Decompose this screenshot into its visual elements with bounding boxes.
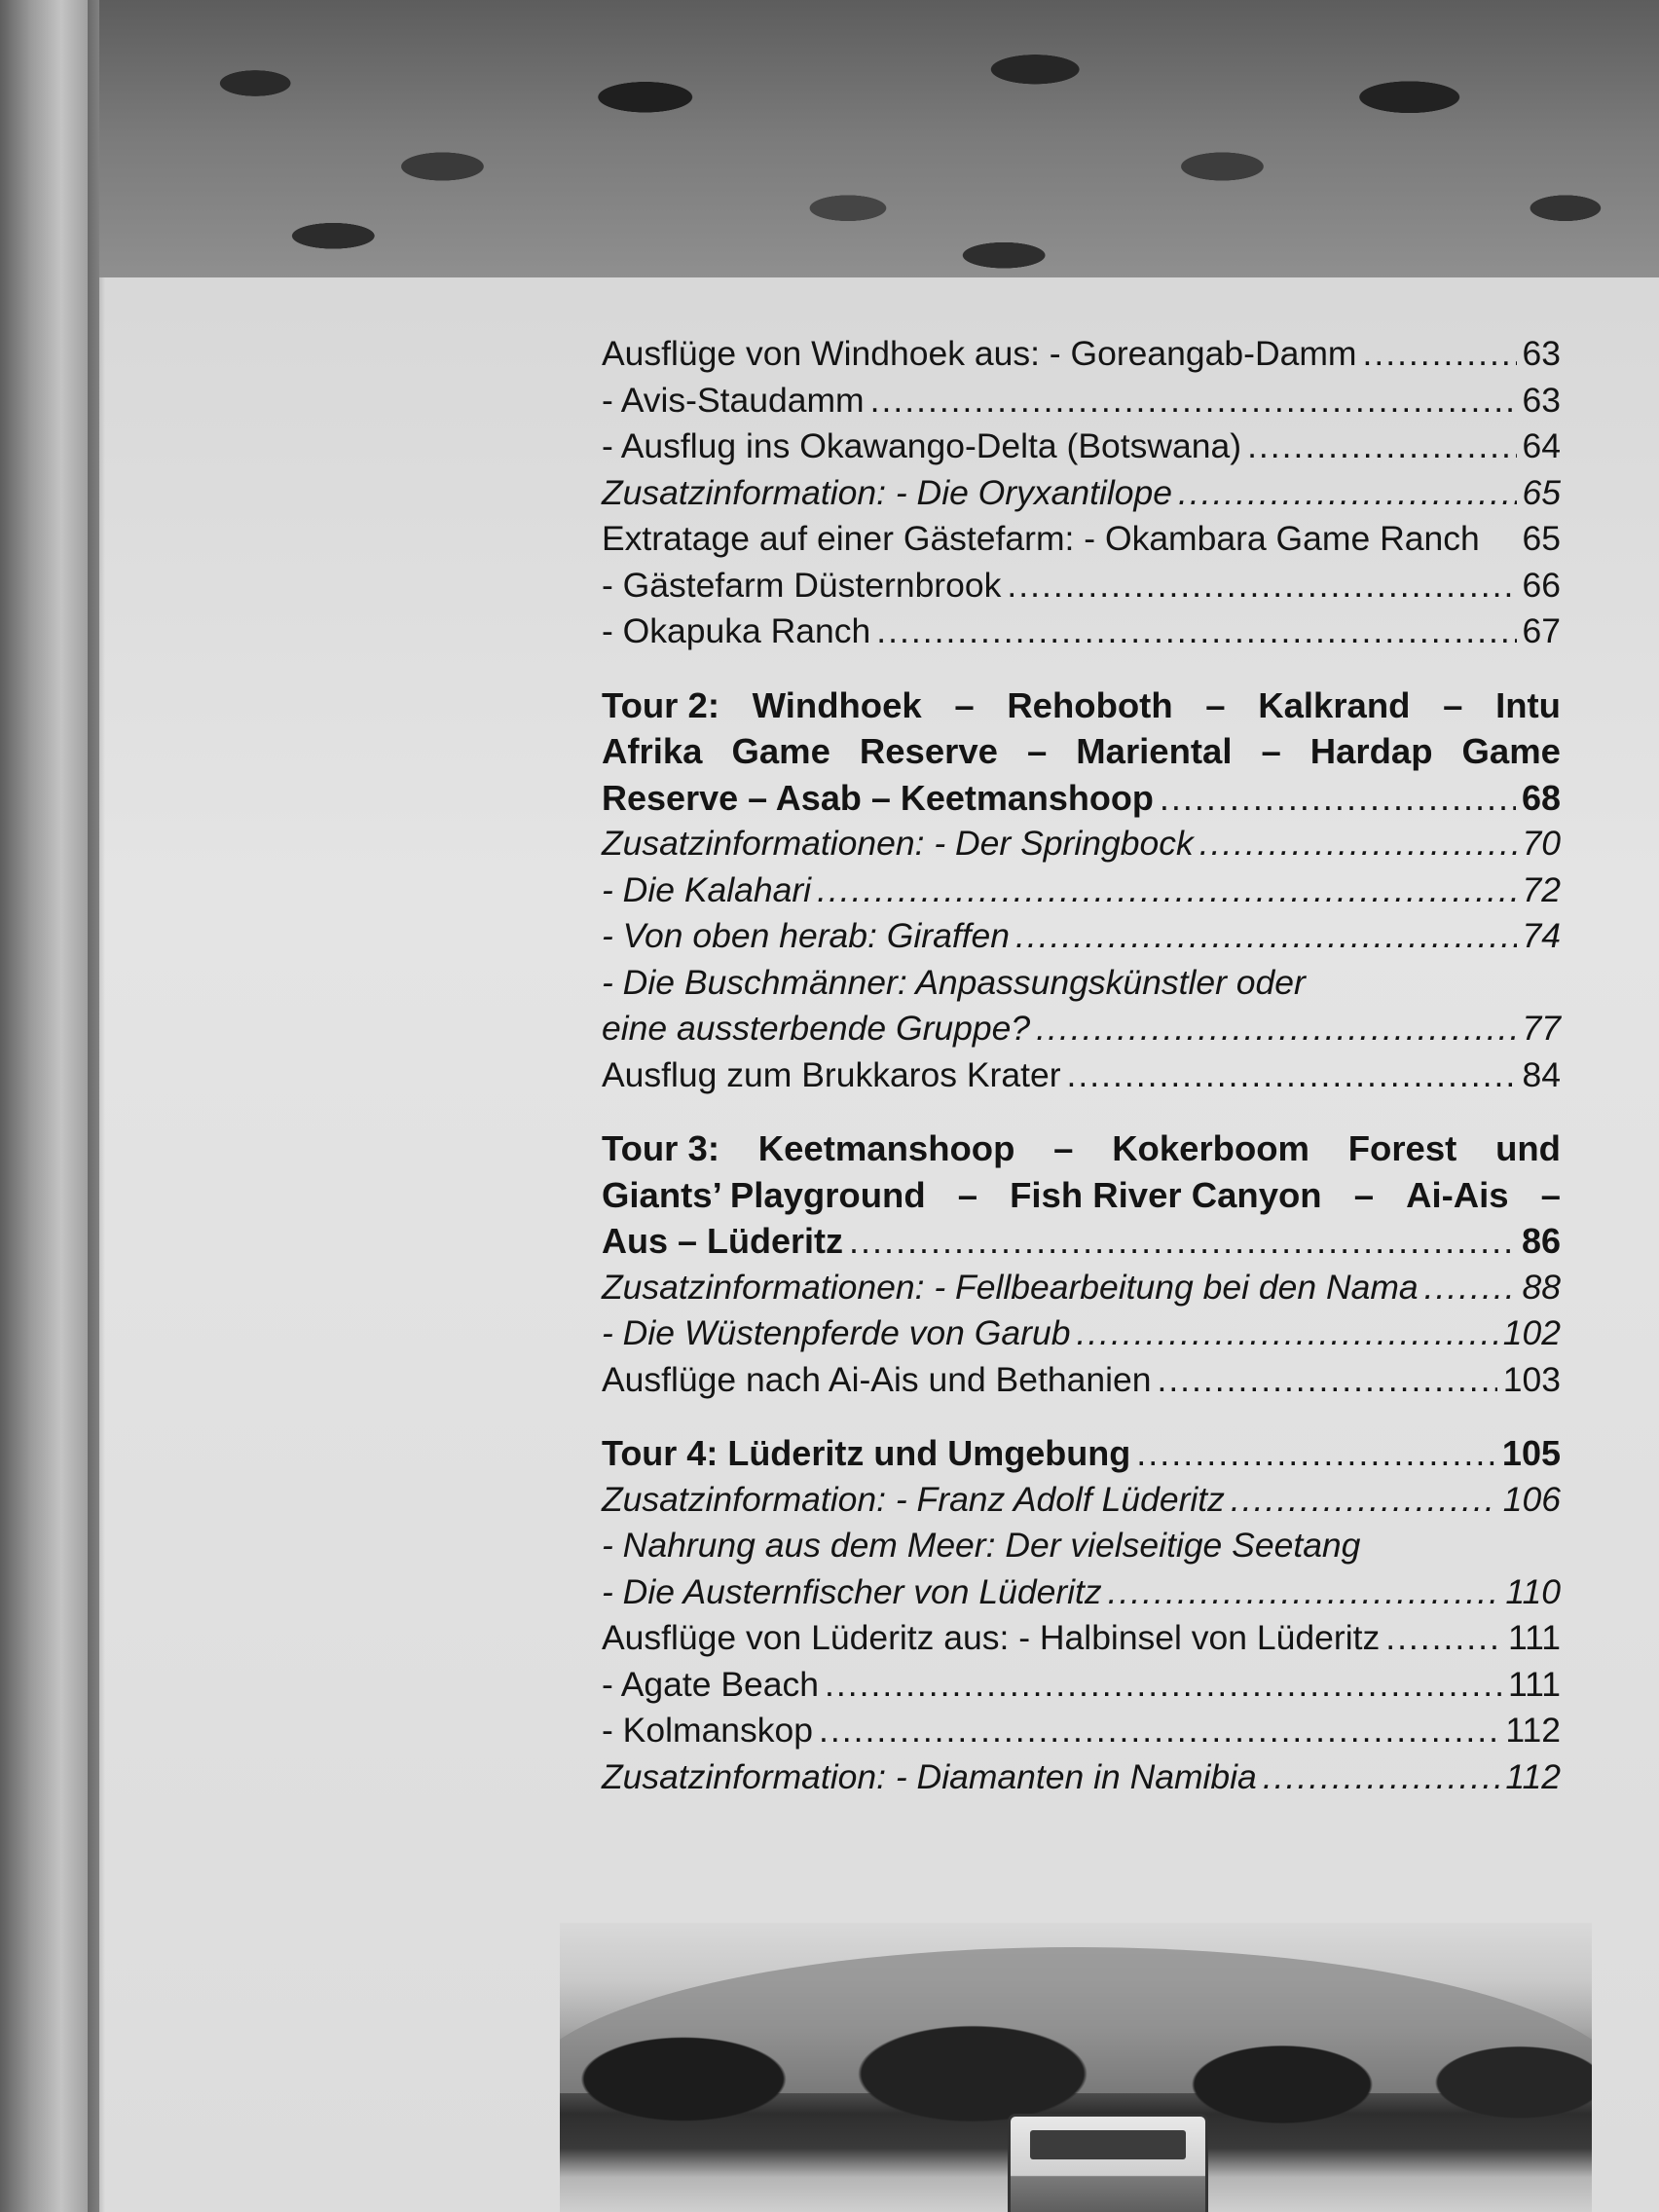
seal-colony-photo	[99, 0, 1659, 277]
toc-entry: - Nahrung aus dem Meer: Der vielseitige Seetang	[602, 1526, 1361, 1565]
leader-dots	[876, 608, 1516, 655]
toc-entry: Ausflüge von Windhoek aus: - Goreangab-Damm ..... 63	[602, 331, 1561, 378]
toc-entry: Zusatzinformation: - Diamanten in Namibia ..... 112	[602, 1754, 1561, 1801]
leader-dots	[1108, 1569, 1500, 1616]
tour-3-heading-line-2: Giants’ Playground – Fish River Canyon – Ai-Ais –	[602, 1174, 1561, 1215]
tour-3-heading-line-3: Aus – Lüderitz ..... 86	[602, 1218, 1561, 1265]
toc-entry: - Von oben herab: Giraffen ..... 74	[602, 913, 1561, 960]
tour-2-heading-line-1: Tour 2: Windhoek – Rehoboth – Kalkrand – Intu	[602, 684, 1561, 725]
toc-entry: - Die Wüstenpferde von Garub ..... 102	[602, 1310, 1561, 1357]
leader-dots	[1247, 424, 1516, 470]
car-shape	[1008, 2114, 1208, 2212]
leader-dots	[819, 1708, 1499, 1754]
leader-dots	[870, 378, 1517, 424]
toc-entry: Zusatzinformationen: - Fellbearbeitung bei den Nama ..... 88	[602, 1265, 1561, 1311]
leader-dots	[1362, 331, 1516, 378]
toc-entry: - Ausflug ins Okawango-Delta (Botswana) ..... 64	[602, 424, 1561, 470]
car-window	[1030, 2130, 1186, 2159]
toc-entry: Zusatzinformation: - Die Oryxantilope ..... 65	[602, 470, 1561, 517]
leader-dots	[1199, 821, 1517, 867]
leader-dots	[1036, 1006, 1516, 1052]
toc-entry: - Die Kalahari ..... 72	[602, 867, 1561, 914]
toc-entry: Ausflug zum Brukkaros Krater ..... 84	[602, 1052, 1561, 1099]
leader-dots	[1067, 1052, 1517, 1099]
leader-dots	[1136, 1430, 1496, 1477]
leader-dots	[1076, 1310, 1496, 1357]
leader-dots	[1424, 1265, 1517, 1311]
toc-entry: Extratage auf einer Gästefarm: - Okambara Game Ranch 65	[602, 519, 1561, 558]
leader-dots	[849, 1218, 1516, 1265]
toc-entry: Zusatzinformation: - Franz Adolf Lüderitz ..... 106	[602, 1477, 1561, 1524]
toc-entry: - Okapuka Ranch ..... 67	[602, 608, 1561, 655]
leader-dots	[817, 867, 1516, 914]
tour-2-heading-line-2: Afrika Game Reserve – Mariental – Hardap Game	[602, 731, 1561, 771]
toc-entry: - Die Buschmänner: Anpassungskünstler oder	[602, 962, 1306, 1002]
toc-entry: Zusatzinformationen: - Der Springbock ..... 70	[602, 821, 1561, 867]
leader-dots	[1160, 775, 1516, 822]
toc-entry: - Kolmanskop ..... 112	[602, 1708, 1561, 1754]
leader-dots	[1385, 1615, 1502, 1662]
leader-dots	[1007, 563, 1516, 609]
toc-entry: Ausflüge nach Ai-Ais und Bethanien ..... 103	[602, 1357, 1561, 1404]
toc-entry: - Avis-Staudamm ..... 63	[602, 378, 1561, 424]
table-of-contents	[602, 331, 1561, 1800]
toc-entry: - Die Austernfischer von Lüderitz ..... 110	[602, 1569, 1561, 1616]
leader-dots	[825, 1662, 1502, 1709]
tour-2-heading-line-3: Reserve – Asab – Keetmanshoop ..... 68	[602, 775, 1561, 822]
tour-4-heading: Tour 4: Lüderitz und Umgebung ..... 105	[602, 1430, 1561, 1477]
toc-entry: eine aussterbende Gruppe? ..... 77	[602, 1006, 1561, 1052]
tour-3-heading-line-1: Tour 3: Keetmanshoop – Kokerboom Forest und	[602, 1128, 1561, 1168]
leader-dots	[1015, 913, 1516, 960]
toc-entry: Ausflüge von Lüderitz aus: - Halbinsel von Lüderitz ..... 111	[602, 1615, 1561, 1662]
leader-dots	[1178, 470, 1517, 517]
toc-entry: - Agate Beach ..... 111	[602, 1662, 1561, 1709]
leader-dots	[1231, 1477, 1497, 1524]
leader-dots	[1263, 1754, 1500, 1801]
spine-shadow	[88, 0, 105, 2212]
toc-entry: - Gästefarm Düsternbrook ..... 66	[602, 563, 1561, 609]
leader-dots	[1157, 1357, 1496, 1404]
trees-shape	[560, 2020, 1592, 2127]
desert-landscape-car-photo	[560, 1923, 1592, 2212]
